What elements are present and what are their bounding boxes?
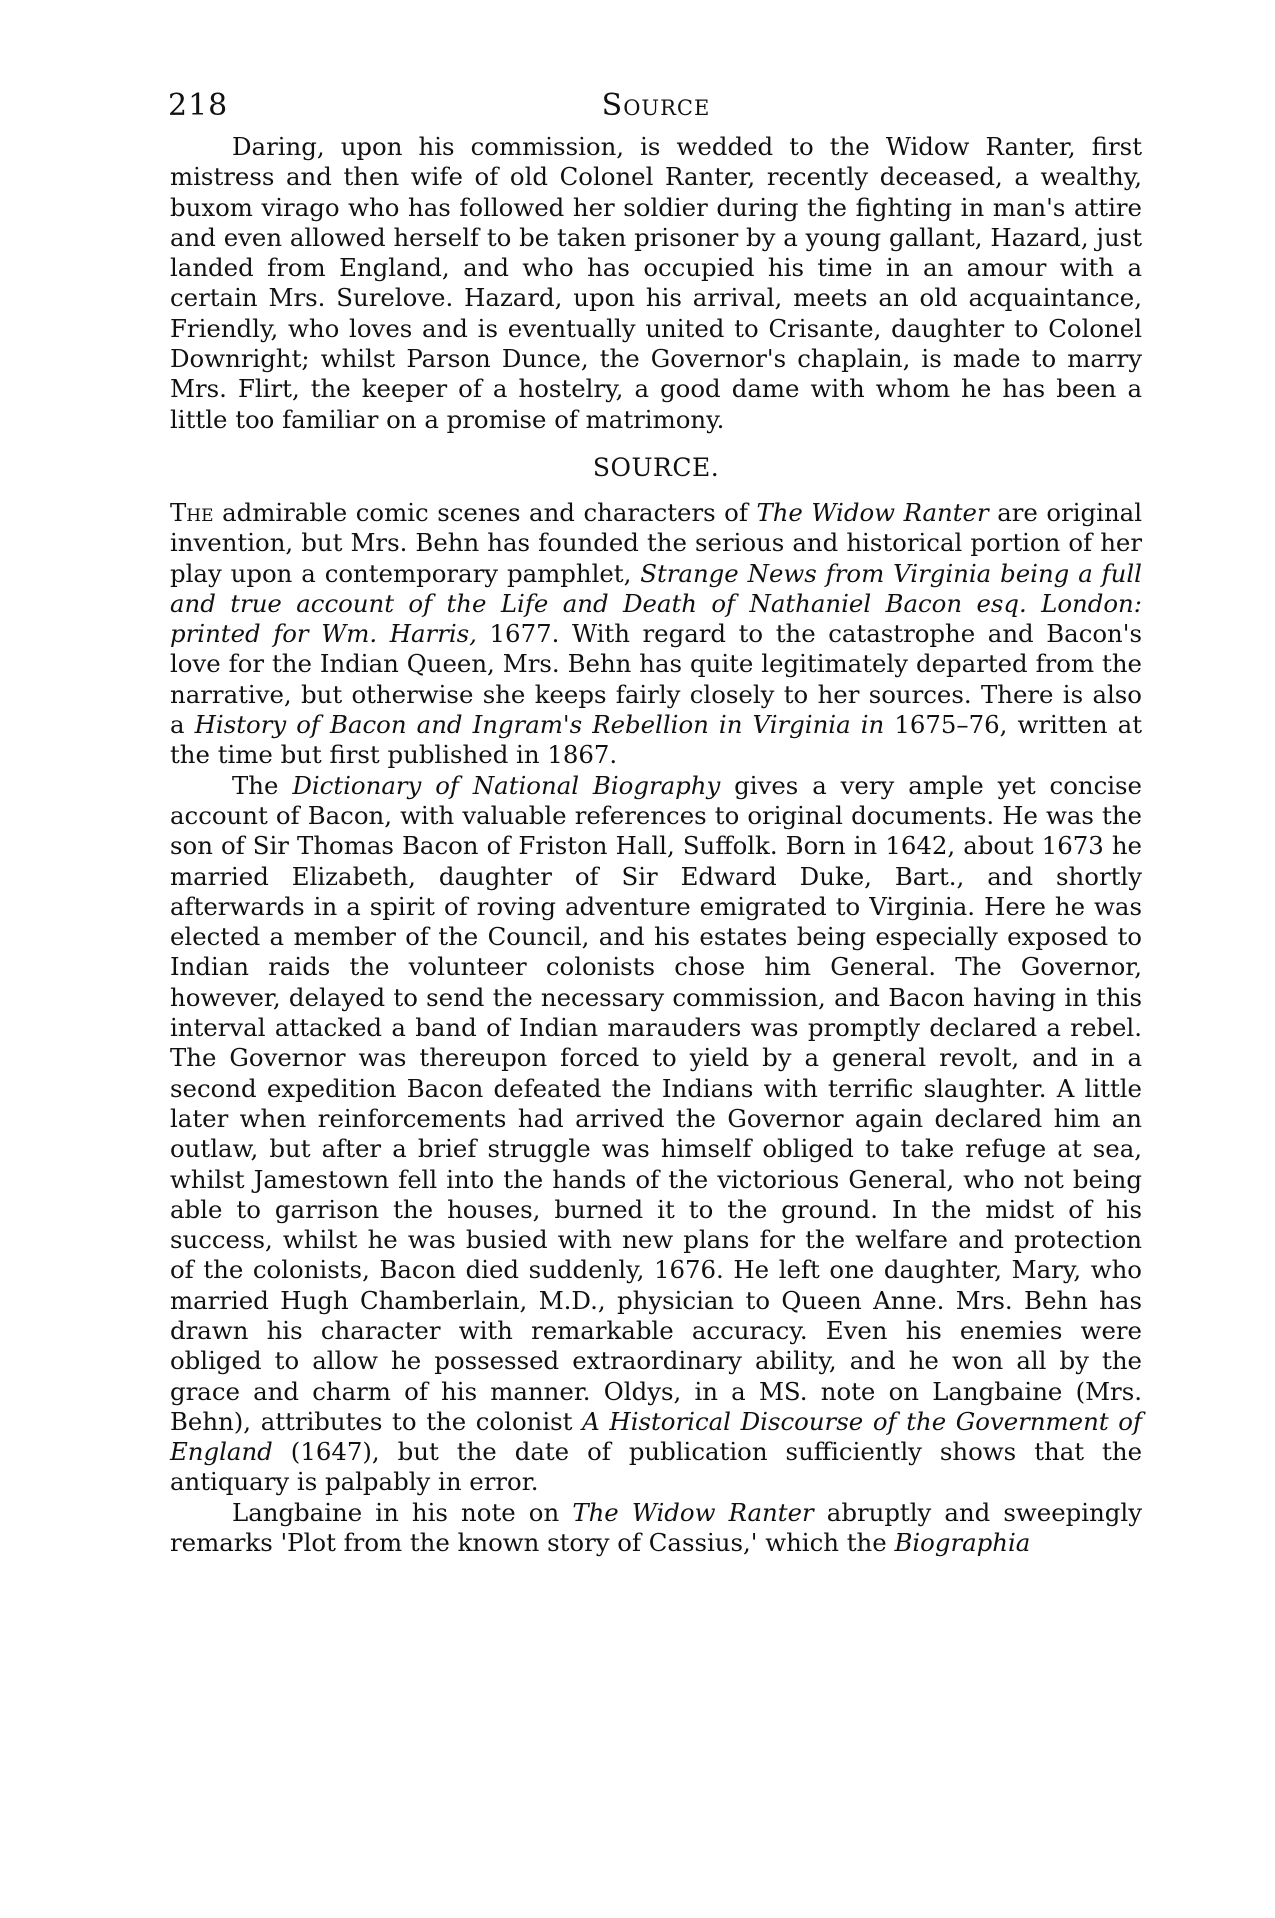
italic-title: The Widow Ranter — [756, 497, 989, 527]
paragraph-lead-word: The — [170, 497, 214, 527]
text-run: (1647), but the date of publication sufficiently shows that the antiquary is palpably in error. — [170, 1437, 1142, 1497]
section-heading: SOURCE. — [592, 452, 720, 482]
page-number: 218 — [168, 88, 229, 123]
running-title: Source — [601, 88, 711, 123]
italic-title: History of Bacon and Ingram's Rebellion in Virginia in — [194, 710, 885, 740]
italic-title: A Historical Discourse of the Government of England — [170, 1406, 1142, 1467]
text-run: abruptly and sweepingly remarks 'Plot from the known story of Cassius,' which the — [170, 1497, 1142, 1558]
italic-title: Dictionary of National Biography — [292, 770, 721, 800]
text-run: 1675–76, written at the time but first published in 1867. — [170, 710, 1143, 770]
text-run: 1677. With regard to the catastrophe and Bacon's love for the Indian Queen, Mrs. Behn has quite legitimately departed from the narrative, but otherwise she keeps fairly closely to her sources. There is also a — [170, 619, 1142, 740]
text-run: gives a very ample yet concise account of Bacon, with valuable references to original documents. He was the son of Sir Thomas Bacon of Friston Hall, Suffolk. Born in 1642, about 1673 he married Elizabeth, daughter of Sir Edward Duke, Bart., and shortly afterwards in a spirit of roving adventure emigrated to Virginia. Here he was elected a member of the Council, and his estates being especially exposed to Indian raids the volunteer colonists chose him General. The Governor, however, delayed to send the necessary commission, and Bacon having in this interval attacked a band of Indian marauders was promptly declared a rebel. The Governor was thereupon forced to yield by a general revolt, and in a second expedition Bacon defeated the Indians with terrific slaughter. A little later when reinforcements had arrived the Governor again declared him an outlaw, but after a brief struggle was himself obliged to take refuge at sea, whilst Jamestown fell into the hands of the victorious General, who not being able to garrison the houses, burned it to the ground. In the midst of his success, whilst he was busied with new plans for the welfare and protection of the colonists, Bacon died suddenly, 1676. He left one daughter, Mary, who married Hugh Chamberlain, M.D., physician to Queen Anne. Mrs. Behn has drawn his character with remarkable accuracy. Even his enemies were obliged to allow he possessed extraordinary ability, and he won all by the grace and charm of his manner. Oldys, in a MS. note on Langbaine (Mrs. Behn), attributes to the colonist — [170, 770, 1142, 1436]
text-run: admirable comic scenes and characters of — [213, 497, 757, 527]
running-head — [170, 88, 1142, 132]
book-page — [170, 88, 1142, 1558]
italic-title: Biographia — [894, 1528, 1031, 1558]
italic-title: The Widow Ranter — [572, 1497, 814, 1527]
source-paragraph — [170, 498, 1142, 771]
plot-summary-paragraph: Daring, upon his commission, is wedded to the Widow Ranter, first mistress and then wife of old Colonel Ranter, recently deceased, a wealthy, buxom virago who has followed her soldier during the fighting in man's attire and even allowed herself to be taken prisoner by a young gallant, Hazard, just landed from England, and who has occupied his time in an amour with a certain Mrs. Surelove. Hazard, upon his arrival, meets an old acquaintance, Friendly, who loves and is eventually united to Crisante, daughter to Colonel Downright; whilst Parson Dunce, the Governor's chaplain, is made to marry Mrs. Flirt, the keeper of a hostelry, a good dame with whom he has been a little too familiar on a promise of matrimony. — [170, 132, 1142, 434]
text-run: The — [232, 770, 293, 800]
text-run: Langbaine in his note on — [232, 1497, 573, 1527]
langbaine-paragraph — [170, 1498, 1142, 1559]
italic-title: Strange News from Virginia being a full and true account of the Life and Death of Nathaniel Bacon esq. London: printed for Wm. Harris, — [170, 558, 1142, 649]
dnb-paragraph — [170, 771, 1142, 1498]
text-run: are original invention, but Mrs. Behn has founded the serious and historical portion of her play upon a contemporary pamphlet, — [170, 497, 1142, 588]
